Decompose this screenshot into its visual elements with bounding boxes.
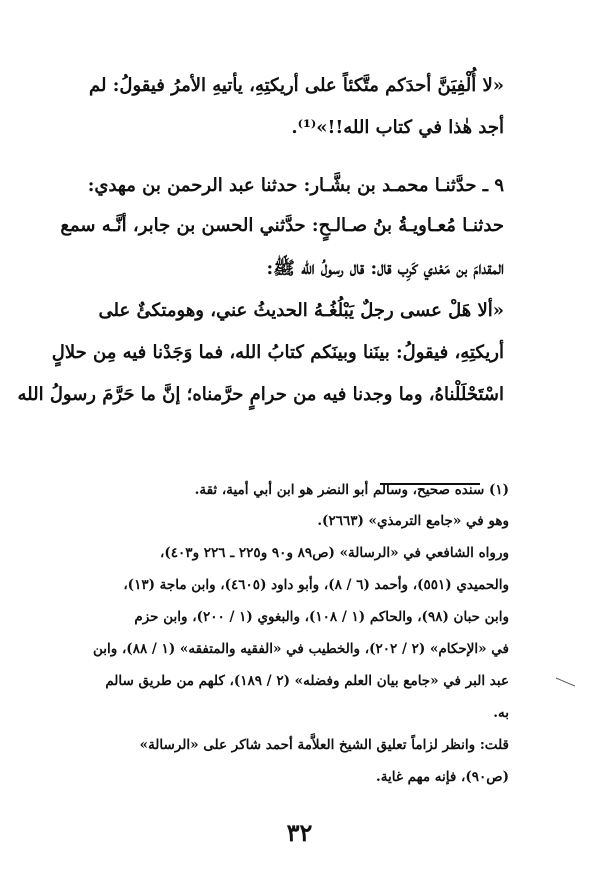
hadith9-line-2: حدثنـا مُعـاويـةُ بنُ صـالـحٍ: حدَّثني الحسن بن جابر، أنَّـه سمع — [60, 215, 504, 236]
hadith8-line-2: أجد هٰذا في كتاب الله!!»⁽¹⁾. — [291, 117, 504, 138]
hadith9-line-1: ٩ ـ حدَّثنـا محمـد بن بشَّـار: حدثنا عبد الرحمن بن مهدي: — [87, 175, 504, 196]
footnote-line-1: (١) سنده صحيح، وسالم أبو النضر هو ابن أبي أمية، ثقة. — [194, 482, 509, 498]
footnote-line-7: عبد البر في «جامع بيان العلم وفضله» (٢ / ١٨٩)، كلهم من طريق سالم — [105, 673, 509, 689]
footnote-line-9: قلت: وانظر لزاماً تعليق الشيخ العلاَّمة أحمد شاكر على «الرسالة» — [139, 737, 509, 753]
footnote-line-2: وهو في «جامع الترمذي» (٢٦٦٣). — [317, 513, 509, 529]
hadith9-line-3: المقدامَ بن مَعْدي كَرِب قال: قال رسولُ الله ﷺ: — [266, 258, 504, 279]
hadith9-line-5: أريكتِهِ، فيقولُ: بينَنا وبينَكم كتابُ الله، فما وَجَدْنا فيه مِن حلالٍ — [51, 342, 504, 363]
page-number: ٣٢ — [286, 818, 313, 847]
footnote-line-8: به. — [493, 705, 509, 721]
hadith8-line-1: «لا أُلْفِيَنَّ أحدَكم متَّكئاً على أريكتِهِ، يأتيهِ الأمرُ فيقولُ: لم — [89, 75, 504, 96]
footnote-line-10: (ص٩٠)، فإنه مهم غاية. — [376, 769, 509, 785]
hadith9-line-6: اسْتَحْلَلْناهُ، وما وجدنا فيه من حرامٍ حرَّمناه؛ إنَّ ما حَرَّمَ رسولُ الله — [17, 384, 504, 405]
hadith9-line-4: «ألا هَلْ عسى رجلٌ يَبْلُغُـهُ الحديثُ عني، وهومتكئٌ على — [98, 300, 504, 321]
footnote-line-5: وابن حبان (٩٨)، والحاكم (١ / ١٠٨)، والبغوي (١ / ٢٠٠)، وابن حزم — [134, 609, 509, 625]
footnote-line-4: والحميدي (٥٥١)، وأحمد (٦ / ٨)، وأبو داود (٤٦٠٥)، وابن ماجة (١٣)، — [123, 577, 509, 593]
margin-pen-mark-icon — [555, 676, 577, 688]
footnote-line-3: ورواه الشافعي في «الرسالة» (ص٨٩ و٩٠ و٢٢٥ ـ ٢٢٦ و٤٠٣)، — [160, 545, 509, 561]
footnote-line-6: في «الإحكام» (٢ / ٢٠٢)، والخطيب في «الفقيه والمتفقه» (١ / ٨٨)، وابن — [92, 641, 509, 657]
